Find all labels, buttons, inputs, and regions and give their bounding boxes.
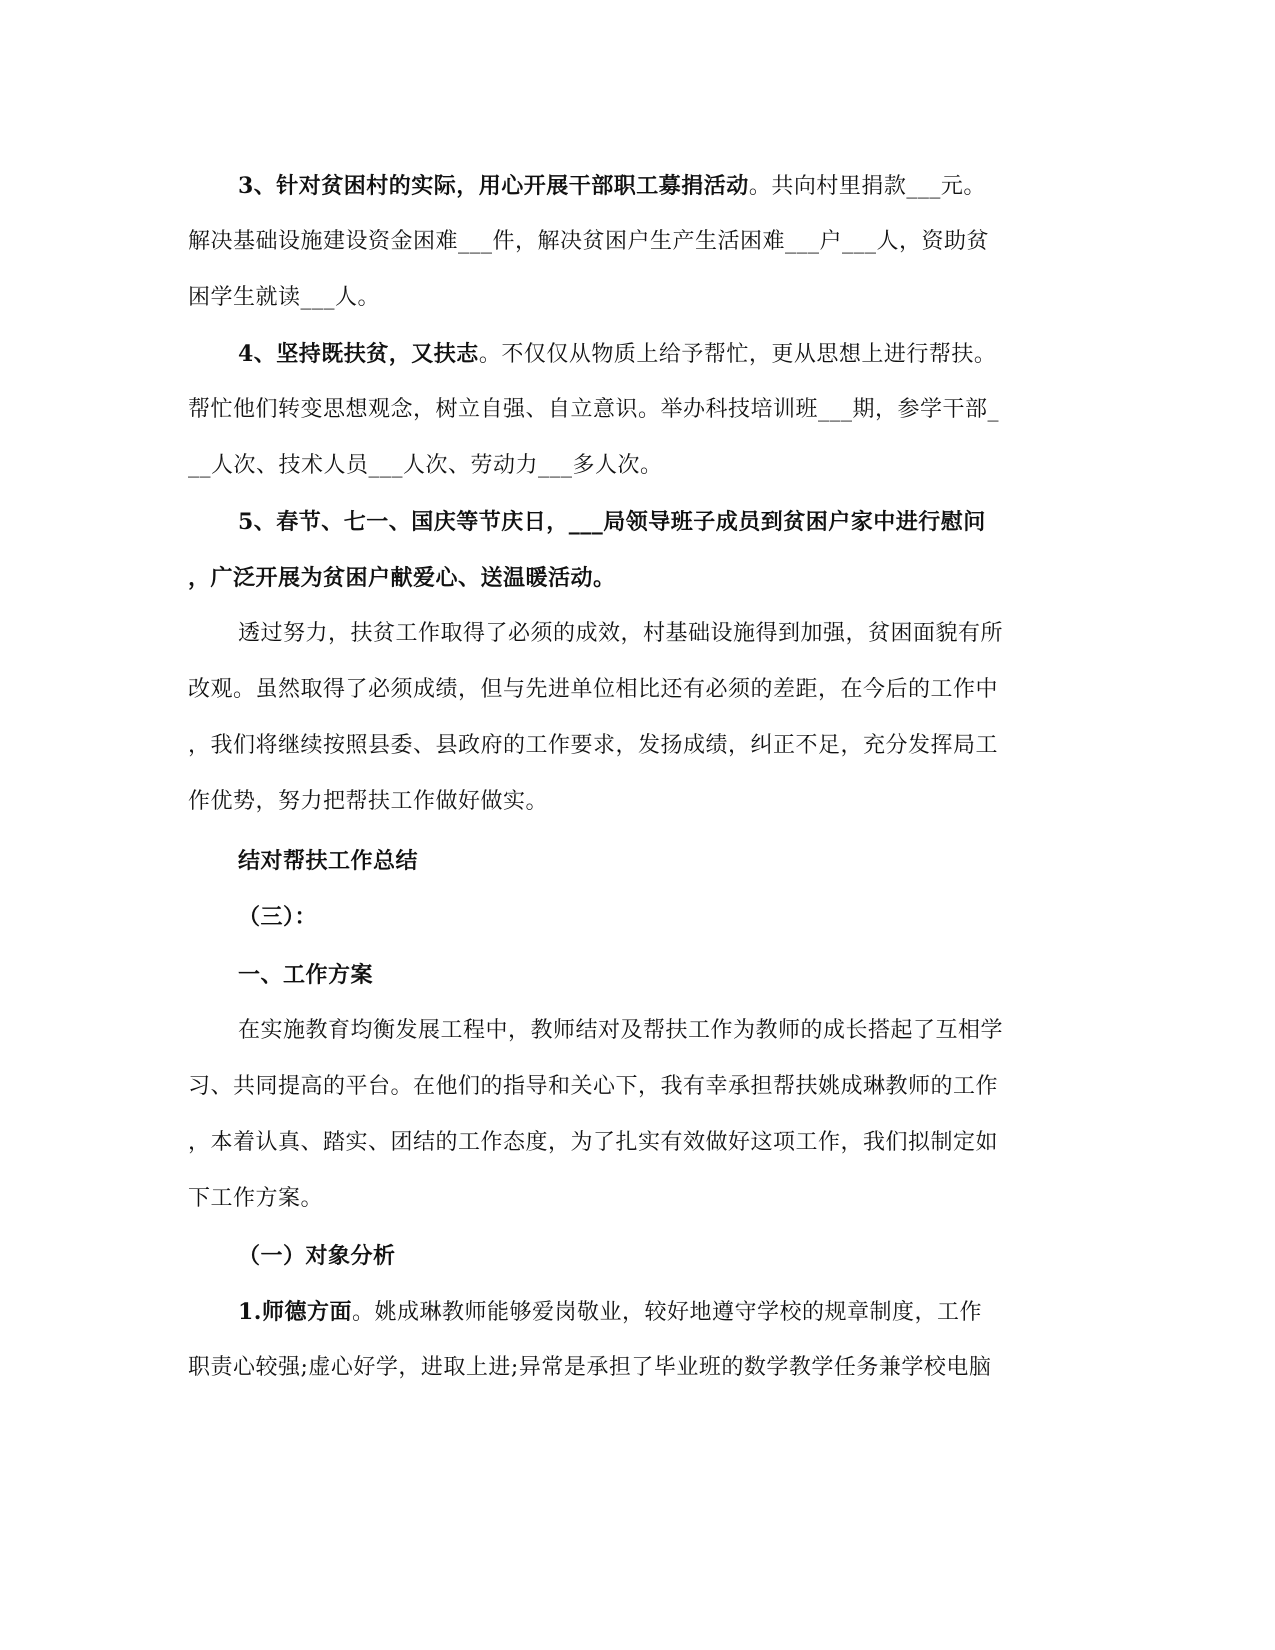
paragraph-8-line-1 [238,1292,1138,1332]
paragraph-8-lead: 1.师德方面 [238,1299,352,1325]
paragraph-6-line-3: ，我们将继续按照县委、县政府的工作要求，发扬成绩，纠正不足，充分发挥局工 [188,733,999,758]
paragraph-7-line-4: 下工作方案。 [188,1186,324,1211]
paragraph-4-line-1-rest: 。不仅仅从物质上给予帮忙，更从思想上进行帮扶。 [478,342,997,367]
paragraph-6-line-4: 作优势，努力把帮扶工作做好做实。 [188,789,549,814]
paragraph-6-line-1: 透过努力，扶贫工作取得了必须的成效，村基础设施得到加强，贫困面貌有所 [238,621,1004,646]
paragraph-3-line-3: 困学生就读___人。 [188,285,381,310]
paragraph-8-line-1-rest: 。姚成琳教师能够爱岗敬业，较好地遵守学校的规章制度，工作 [351,1300,982,1325]
paragraph-7-line-1: 在实施教育均衡发展工程中，教师结对及帮扶工作为教师的成长搭起了互相学 [238,1018,1004,1043]
paragraph-8-line-2: 职责心较强;虚心好学，进取上进;异常是承担了毕业班的数学教学任务兼学校电脑 [188,1355,992,1380]
paragraph-3-line-1-rest: 。共向村里捐款___元。 [748,174,986,199]
document-subtitle: （三）： [238,904,318,930]
paragraph-6-line-2: 改观。虽然取得了必须成绩，但与先进单位相比还有必须的差距，在今后的工作中 [188,677,999,702]
paragraph-5-line-1: 5、春节、七一、国庆等节庆日，___局领导班子成员到贫困户家中进行慰问 [238,509,986,535]
paragraph-3-line-1 [238,166,1138,206]
paragraph-4-lead: 4、坚持既扶贫，又扶志 [238,341,479,367]
paragraph-5-line-2: ，广泛开展为贫困户献爱心、送温暖活动。 [188,565,616,591]
document-title: 结对帮扶工作总结 [238,848,419,874]
paragraph-4-line-2: 帮忙他们转变思想观念，树立自强、自立意识。举办科技培训班___期，参学干部_ [188,397,1000,422]
paragraph-7-line-3: ，本着认真、踏实、团结的工作态度，为了扎实有效做好这项工作，我们拟制定如 [188,1130,999,1155]
paragraph-3-line-2: 解决基础设施建设资金困难___件，解决贫困户生产生活困难___户___人，资助贫 [188,229,990,254]
paragraph-4-line-1 [238,334,1138,374]
paragraph-3-lead: 3、针对贫困村的实际，用心开展干部职工募捐活动 [238,173,749,199]
section-heading-work-plan: 一、工作方案 [238,962,374,988]
subsection-heading-object-analysis: （一）对象分析 [238,1243,396,1269]
paragraph-4-line-3: __人次、技术人员___人次、劳动力___多人次。 [188,453,663,478]
paragraph-7-line-2: 习、共同提高的平台。在他们的指导和关心下，我有幸承担帮扶姚成琳教师的工作 [188,1074,999,1099]
